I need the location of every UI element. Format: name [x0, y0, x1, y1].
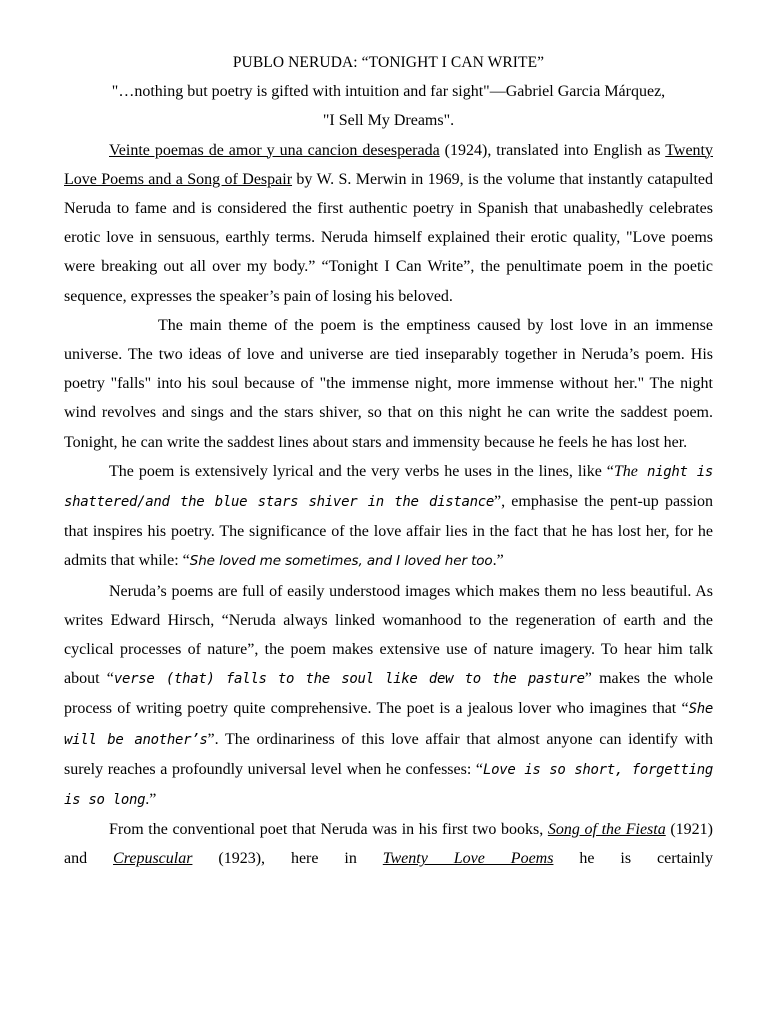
document-page: [64, 48, 713, 874]
paragraph-2: The main theme of the poem is the emptiness caused by lost love in an immense universe. The two ideas of love and universe are tied inseparably together in Neruda’s poem. His poetry "falls" into his soul because of "the immense night, more immense without her." The night wind revolves and sings and the stars shiver, so that on this night he can write the saddest poem. Tonight, he can write the saddest lines about stars and immensity because he feels he has lost her.: [64, 316, 713, 451]
paragraph-3-text-c: .”: [492, 552, 504, 570]
paragraph-5-text-a: From the conventional poet that Neruda was in his first two books,: [109, 821, 548, 839]
paragraph-5-text-d: he is certainly: [553, 850, 713, 868]
paragraph-1-text-a: (1924), translated into English as: [439, 141, 666, 159]
book-title-song-fiesta: Song of the Fiesta: [547, 821, 666, 839]
paragraph-3-text-a: The poem is extensively lyrical and the very verbs he uses in the lines, like “: [109, 462, 614, 480]
epigraph-quote: "…nothing but poetry is gifted with intuition and far sight"—Gabriel Garcia Márquez,: [111, 83, 666, 101]
epigraph-source: "I Sell My Dreams".: [322, 112, 455, 130]
book-title-spanish: Veinte poemas de amor y una cancion desesperada: [109, 141, 440, 159]
paragraph-5: [64, 815, 713, 873]
paragraph-4-text-b: ” makes the whole process of writing poetry quite comprehensive. The poet is a jealous lover who imagines that “: [64, 670, 714, 718]
quote-she-loved-me: She loved me sometimes, and I loved her too: [189, 553, 493, 570]
paragraph-4-text-c: ”. The ordinariness of this love affair that almost anyone can identify with surely reaches a profoundly universal level when he confesses: “: [64, 730, 713, 778]
quote-night-shattered-a: The: [613, 462, 638, 480]
quote-verse-falls: verse (that) falls to the soul like dew to the pasture: [113, 671, 585, 688]
paragraph-3: [64, 457, 713, 577]
paragraph-4-text-a: Neruda’s poems are full of easily understood images which makes them no less beautiful. As writes Edward Hirsch, “Neruda always linked womanhood to the regeneration of earth and the cyclical processes of nature”, the poem makes extensive use of nature imagery. To hear him talk about “: [64, 582, 713, 688]
paragraph-4: [64, 577, 713, 816]
paragraph-5-text-c: (1923), here in: [192, 850, 383, 868]
quote-night-shattered-b: night is shattered/and the blue stars shiver in the distance: [64, 463, 713, 511]
paragraph-3-text-b: ”, emphasise the pent-up passion that inspires his poetry. The significance of the love affair lies in the fact that he has lost her, for he admits that while: “: [64, 493, 713, 570]
paragraph-1-text-b: by W. S. Merwin in 1969, is the volume that instantly catapulted Neruda to fame and is considered the first authentic poetry in Spanish that unabashedly celebrates erotic love in sensuous, earthly terms. Neruda himself explained their erotic quality, "Love poems were breaking out all over my body.” “Tonight I Can Write”, the penultimate poem in the poetic sequence, expresses the speaker’s pain of losing his beloved.: [64, 170, 714, 305]
paragraph-5-text-b: (1921) and: [64, 821, 714, 868]
paragraph-1: [64, 136, 713, 311]
book-title-twenty-love: Twenty Love Poems: [382, 850, 554, 868]
paragraph-4-text-d: .”: [145, 791, 157, 809]
book-title-crepuscular: Crepuscular: [113, 850, 193, 868]
quote-another: She will be another’s: [64, 701, 713, 748]
book-title-english: Twenty Love Poems and a Song of Despair: [64, 141, 713, 188]
quote-love-short: Love is so short, forgetting is so long: [64, 761, 714, 809]
document-title: PUBLO NERUDA: “TONIGHT I CAN WRITE”: [232, 54, 545, 71]
